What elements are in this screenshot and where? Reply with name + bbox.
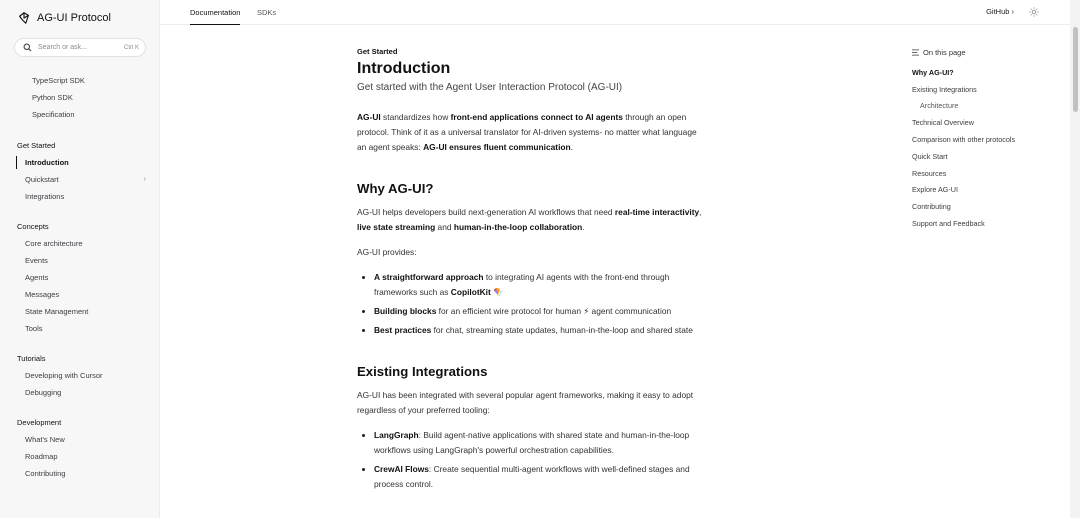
search-icon <box>23 43 32 52</box>
toc-item-why-ag-ui[interactable]: Why AG-UI? <box>912 67 954 77</box>
breadcrumb: Get Started <box>357 47 398 56</box>
toc-heading-label: On this page <box>923 48 966 57</box>
why-strong: live state streaming <box>357 222 436 232</box>
sidebar-item-quickstart[interactable] <box>0 171 160 188</box>
list-item-strong: A straightforward approach <box>374 272 484 282</box>
sidebar-item-introduction[interactable] <box>0 154 160 171</box>
list-item <box>357 304 702 319</box>
list-icon <box>912 49 919 56</box>
sidebar-section-tutorials: Tutorials <box>17 353 46 363</box>
sidebar-item-debugging[interactable]: Debugging <box>25 388 62 397</box>
toc-item-contributing[interactable]: Contributing <box>912 202 951 212</box>
sidebar-item-python-sdk[interactable]: Python SDK <box>32 93 73 102</box>
chevron-right-icon: › <box>1011 7 1014 16</box>
page-subtitle: Get started with the Agent User Interaction Protocol (AG-UI) <box>357 82 623 93</box>
github-label: GitHub <box>986 7 1010 16</box>
list-item-text: for an efficient wire protocol for human <box>436 306 584 316</box>
sidebar-item-label: Introduction <box>25 158 69 167</box>
heading-existing-integrations: Existing Integrations <box>357 364 488 379</box>
copilotkit-link[interactable]: CopilotKit <box>450 287 491 297</box>
provides-list <box>357 270 702 338</box>
kite-icon: 🪁 <box>493 287 504 297</box>
why-text: . <box>582 222 585 232</box>
sidebar-item-whats-new[interactable]: What's New <box>25 435 65 444</box>
sidebar-item-label: Quickstart <box>25 175 59 184</box>
lightning-icon: ⚡ <box>583 306 590 316</box>
toc-item-architecture[interactable]: Architecture <box>920 101 959 111</box>
why-paragraph <box>357 205 702 235</box>
toc-item-comparison[interactable]: Comparison with other protocols <box>912 135 1016 145</box>
sidebar-item-state-management[interactable]: State Management <box>25 307 89 316</box>
list-item-strong: Building blocks <box>374 306 437 316</box>
search-bar[interactable] <box>14 38 146 57</box>
sidebar-item-events[interactable]: Events <box>25 256 48 265</box>
list-item <box>357 462 702 492</box>
toc-heading <box>912 47 1062 58</box>
existing-paragraph: AG-UI has been integrated with several popular agent frameworks, making it easy to adopt regardless of your preferred tooling: <box>357 390 694 415</box>
toc-item-quick-start[interactable]: Quick Start <box>912 151 948 161</box>
sidebar-section-get-started: Get Started <box>17 140 56 150</box>
toc-item-existing-integrations[interactable]: Existing Integrations <box>912 84 977 94</box>
sidebar <box>0 0 160 518</box>
sidebar-item-roadmap[interactable]: Roadmap <box>25 452 58 461</box>
integrations-list <box>357 428 702 492</box>
sidebar-item-typescript-sdk[interactable]: TypeScript SDK <box>32 76 85 85</box>
list-item-text: agent communication <box>589 306 672 316</box>
list-item-text: : Create sequential multi-agent workflows with well-defined stages and process control. <box>374 464 690 489</box>
search-placeholder: Search or ask... <box>38 44 88 51</box>
why-strong: real-time interactivity <box>614 207 700 217</box>
list-item-strong: CrewAI Flows <box>374 464 429 474</box>
tab-sdks[interactable]: SDKs <box>257 8 277 17</box>
why-strong: human-in-the-loop collaboration <box>453 222 583 232</box>
brand-name: AG-UI Protocol <box>37 12 111 24</box>
sidebar-section-development: Development <box>17 417 62 427</box>
provides-paragraph: AG-UI provides: <box>357 247 417 257</box>
ag-ui-logo-icon <box>17 11 31 25</box>
github-link[interactable] <box>986 7 1014 16</box>
sidebar-item-specification[interactable]: Specification <box>32 110 75 119</box>
toc-item-resources[interactable]: Resources <box>912 168 947 178</box>
toc-item-explore-ag-ui[interactable]: Explore AG-UI <box>912 185 958 195</box>
list-item <box>357 270 702 300</box>
intro-text: through an open protocol. Think of it as a universal translator for AI-driven systems- no matter what language an agent speaks: <box>357 112 697 152</box>
intro-strong: AG-UI <box>357 112 381 122</box>
why-text: and <box>435 222 454 232</box>
chevron-right-icon: › <box>143 176 146 183</box>
list-item-text: : Build agent-native applications with shared state and human-in-the-loop workflows using LangGraph's powerful orchestration capabilities. <box>374 430 690 455</box>
page-title: Introduction <box>357 60 451 77</box>
scrollbar[interactable] <box>1070 0 1080 518</box>
search-shortcut: Ctrl K <box>124 44 139 51</box>
toc-item-technical-overview[interactable]: Technical Overview <box>912 118 974 128</box>
intro-text: . <box>570 142 573 152</box>
sidebar-section-concepts: Concepts <box>17 221 49 231</box>
sidebar-item-messages[interactable]: Messages <box>25 290 60 299</box>
scrollbar-thumb[interactable] <box>1073 27 1078 112</box>
sun-icon[interactable] <box>1029 7 1039 17</box>
intro-text: standardizes how <box>380 112 451 122</box>
sidebar-item-tools[interactable]: Tools <box>25 324 43 333</box>
intro-strong: AG-UI ensures fluent communication <box>423 142 571 152</box>
heading-why-ag-ui: Why AG-UI? <box>357 181 434 196</box>
brand[interactable] <box>17 11 111 25</box>
main-content <box>357 47 702 496</box>
list-item <box>357 428 702 458</box>
sidebar-item-developing-with-cursor[interactable]: Developing with Cursor <box>25 371 103 380</box>
list-item-text: to integrating AI agents with the front-end through frameworks such as <box>374 272 670 297</box>
list-item <box>357 323 702 338</box>
tab-documentation[interactable]: Documentation <box>190 0 240 25</box>
toc-item-support-feedback[interactable]: Support and Feedback <box>912 219 985 229</box>
list-item-strong: Best practices <box>374 325 432 335</box>
intro-paragraph <box>357 110 702 155</box>
sidebar-item-agents[interactable]: Agents <box>25 273 49 282</box>
sidebar-nav <box>0 72 160 482</box>
list-item-strong: LangGraph <box>374 430 419 440</box>
why-text: AG-UI helps developers build next-generation AI workflows that need <box>357 207 615 217</box>
sidebar-item-core-architecture[interactable]: Core architecture <box>25 239 83 248</box>
list-item-text: for chat, streaming state updates, human-in-the-loop and shared state <box>431 325 693 335</box>
intro-strong: front-end applications connect to AI agents <box>450 112 623 122</box>
sidebar-item-integrations[interactable]: Integrations <box>25 192 65 201</box>
table-of-contents <box>912 47 1062 232</box>
sidebar-item-contributing[interactable]: Contributing <box>25 469 66 478</box>
top-bar <box>160 0 1070 25</box>
why-text: , <box>699 207 702 217</box>
